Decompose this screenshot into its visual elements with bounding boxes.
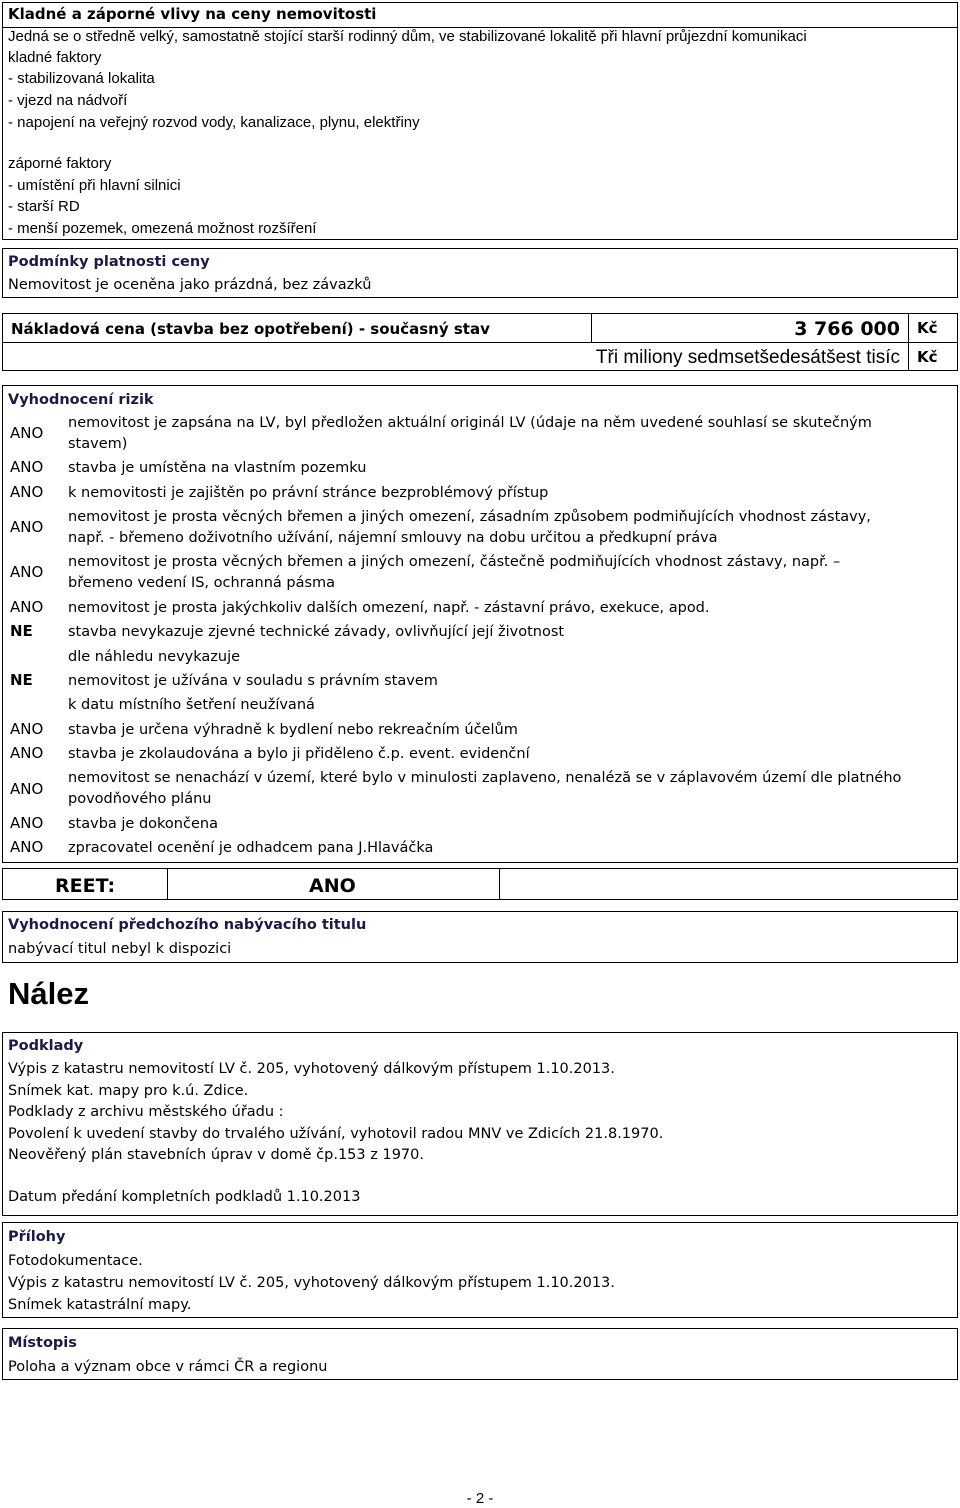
risk-line: např. - břemeno doživotního užívání, nájemní smlouvy na dobu určitou a předkupní práva	[68, 530, 718, 546]
risk-text	[68, 744, 948, 765]
sources-handover: Datum předání kompletních podkladů 1.10.2013	[8, 1189, 361, 1205]
risk-text	[68, 814, 948, 835]
risk-flag: ANO	[10, 780, 44, 798]
risk-flag: ANO	[10, 483, 44, 501]
validity-text: Nemovitost je oceněna jako prázdná, bez závazků	[8, 277, 372, 293]
cost-label-cell	[2, 313, 592, 343]
attachment-line: Snímek katastrální mapy.	[8, 1297, 192, 1313]
negative-factor-item: - starší RD	[8, 198, 80, 215]
positive-factor-item: - stabilizovaná lokalita	[8, 70, 155, 87]
risk-flag: NE	[10, 671, 33, 689]
risk-line: stavba je určena výhradně k bydlení nebo rekreačním účelům	[68, 722, 518, 738]
risk-flag: ANO	[10, 598, 44, 616]
risk-flag: ANO	[10, 563, 44, 581]
cost-value-cell	[591, 313, 909, 343]
negative-factor-item: - menší pozemek, omezená možnost rozšíření	[8, 220, 317, 237]
risk-text	[68, 671, 948, 716]
cost-currency-words: Kč	[917, 348, 938, 366]
risk-line: stavba je zkolaudována a bylo ji přiděleno č.p. event. evidenční	[68, 746, 530, 762]
cost-currency-cell-2	[908, 342, 958, 371]
risk-line: nemovitost je zapsána na LV, byl předložen aktuální originál LV (údaje na něm uvedené souhlasí se skutečným	[68, 415, 872, 431]
page-number: - 2 -	[466, 1490, 494, 1507]
sources-title: Podklady	[8, 1038, 84, 1054]
risk-text	[68, 483, 948, 504]
risk-line: břemeno vedení IS, ochranná pásma	[68, 575, 336, 591]
risk-text	[68, 507, 948, 549]
attachment-line: Výpis z katastru nemovitostí LV č. 205, vyhotovený dálkovým přístupem 1.10.2013.	[8, 1275, 615, 1291]
risk-flag: ANO	[10, 744, 44, 762]
reet-value: ANO	[309, 875, 356, 897]
cost-value-words: Tři miliony sedmsetšedesátšest tisíc	[595, 347, 900, 368]
negative-factor-item: - umístění při hlavní silnici	[8, 177, 181, 194]
risk-flag: ANO	[10, 814, 44, 832]
reet-label-cell	[2, 868, 168, 900]
source-line: Snímek kat. mapy pro k.ú. Zdice.	[8, 1083, 249, 1099]
risk-text	[68, 552, 948, 594]
positive-factor-item: - vjezd na nádvoří	[8, 92, 128, 109]
source-line: Povolení k uvedení stavby do trvalého užívání, vyhotovil radou MNV ve Zdicích 21.8.1970.	[8, 1126, 664, 1142]
risk-text	[68, 413, 948, 455]
risk-flag: ANO	[10, 424, 44, 442]
risk-line: nemovitost se nenachází v území, které bylo v minulosti zaplaveno, nenaléză se v záplavovém území dle platného	[68, 770, 902, 786]
risk-line: dle náhledu nevykazuje	[68, 649, 241, 665]
risk-line: nemovitost je prosta věcných břemen a jiných omezení, zásadním způsobem podmiňujících vhodnost zástavy,	[68, 509, 871, 525]
risk-flag: ANO	[10, 838, 44, 856]
risk-text	[68, 768, 948, 810]
risk-flag: ANO	[10, 720, 44, 738]
risk-line: k datu místního šetření neužívaná	[68, 697, 315, 713]
source-line: Podklady z archivu městského úřadu :	[8, 1104, 284, 1120]
title-eval-text: nabývací titul nebyl k dispozici	[8, 941, 232, 957]
reet-label: REET:	[55, 875, 116, 897]
factors-description: Jedná se o středně velký, samostatně stojící starší rodinný dům, ve stabilizované lokalitě při hlavní průjezdní komunikaci	[8, 28, 807, 45]
factors-title: Kladné a záporné vlivy na ceny nemovitosti	[8, 5, 377, 23]
attachment-line: Fotodokumentace.	[8, 1253, 143, 1269]
cost-currency-cell	[908, 313, 958, 343]
title-eval-title: Vyhodnocení předchozího nabývacího titulu	[8, 917, 367, 933]
risk-text	[68, 720, 948, 741]
risk-line: povodňového plánu	[68, 791, 212, 807]
risk-flag: ANO	[10, 458, 44, 476]
risk-flag: NE	[10, 622, 33, 640]
risk-line: stavba nevykazuje zjevné technické závady, ovlivňující její životnost	[68, 624, 565, 640]
risk-line: nemovitost je užívána v souladu s právním stavem	[68, 673, 438, 689]
cost-label: Nákladová cena (stavba bez opotřebení) - současný stav	[11, 320, 490, 338]
cost-currency: Kč	[917, 319, 938, 337]
risk-line: nemovitost je prosta jakýchkoliv dalších omezení, např. - zástavní právo, exekuce, apod.	[68, 600, 710, 616]
risk-line: zpracovatel ocenění je odhadcem pana J.Hlaváčka	[68, 840, 434, 856]
reet-value-cell	[167, 868, 500, 900]
risk-flag: ANO	[10, 518, 44, 536]
risk-line: stavem)	[68, 436, 128, 452]
location-text: Poloha a význam obce v rámci ČR a regionu	[8, 1359, 328, 1375]
risk-line: stavba je dokončena	[68, 816, 218, 832]
validity-title: Podmínky platnosti ceny	[8, 254, 210, 270]
reet-empty-cell	[499, 868, 958, 900]
risk-text	[68, 598, 948, 619]
positive-factor-item: - napojení na veřejný rozvod vody, kanalizace, plynu, elektřiny	[8, 114, 420, 131]
attachments-title: Přílohy	[8, 1229, 66, 1245]
source-line: Neověřený plán stavebních úprav v domě čp.153 z 1970.	[8, 1147, 424, 1163]
risk-line: nemovitost je prosta věcných břemen a jiných omezení, částečně podmiňujících vhodnost zástavy, např. –	[68, 554, 841, 570]
positive-factors-title: kladné faktory	[8, 49, 102, 66]
negative-factors-title: záporné faktory	[8, 155, 112, 172]
risk-text	[68, 622, 948, 668]
cost-value: 3 766 000	[794, 318, 900, 340]
risk-line: stavba je umístěna na vlastním pozemku	[68, 460, 367, 476]
risk-text	[68, 838, 948, 859]
risks-title: Vyhodnocení rizik	[8, 392, 154, 408]
cost-section	[2, 313, 958, 371]
source-line: Výpis z katastru nemovitostí LV č. 205, vyhotovený dálkovým přístupem 1.10.2013.	[8, 1061, 615, 1077]
risk-text	[68, 458, 948, 479]
location-title: Místopis	[8, 1335, 77, 1351]
cost-words-cell	[2, 342, 909, 371]
risk-line: k nemovitosti je zajištěn po právní stránce bezproblémový přístup	[68, 485, 549, 501]
section-heading-nalez: Nález	[8, 976, 89, 1011]
